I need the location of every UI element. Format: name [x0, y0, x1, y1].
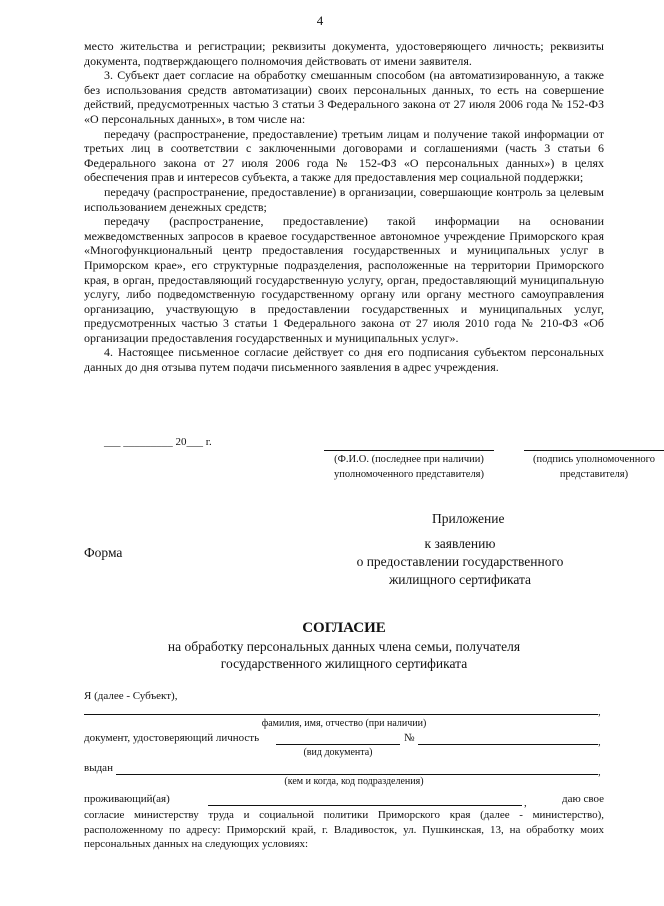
consent-subtitle-2: государственного жилищного сертификата	[220, 656, 468, 671]
name-caption-1: (Ф.И.О. (последнее при наличии)	[334, 454, 484, 465]
paragraph-item-3: 3. Субъект дает согласие на обработку смешанным способом (на автоматизированную, а также без использования средств автоматизации) своих персональных данных, то есть на совершение действий, предусмотренных частью 3 статьи 3 Федерального закона от 27 июля 2006 года № 152-ФЗ «О персональных данных», в том числе на:	[84, 68, 604, 126]
appendix-reference	[340, 535, 580, 589]
name-underline	[324, 450, 494, 451]
document-number-sign: №	[404, 732, 415, 744]
consent-title: СОГЛАСИЕ	[302, 620, 386, 636]
paragraph-residence: место жительства и регистрации; реквизиты документа, удостоверяющего личность; реквизиты документа, подтверждающего полномочия действовать от имени заявителя.	[84, 39, 604, 68]
issued-label: выдан	[84, 762, 113, 774]
form-label: Форма	[84, 545, 123, 560]
subject-name-caption: фамилия, имя, отчество (при наличии)	[261, 718, 427, 729]
consent-final-text	[84, 808, 604, 852]
signature-row	[84, 436, 655, 480]
paragraph-item-4: 4. Настоящее письменное согласие действует со дня его подписания субъектом персональных данных до дня отзыва путем подачи письменного заявления в адрес учреждения.	[84, 345, 604, 375]
appendix-line-1: к заявлению	[424, 536, 496, 551]
consent-body-text	[84, 39, 604, 375]
signature-underline	[524, 450, 664, 451]
paragraph-transfer-control: передачу (распространение, предоставление) в организации, совершающие контроль за целевым использованием денежных средств;	[84, 184, 604, 214]
consent-start-text: даю свое	[562, 793, 604, 805]
consent-subtitle-1: на обработку персональных данных члена семьи, получателя	[167, 639, 521, 654]
representative-name-field[interactable]	[324, 436, 494, 481]
appendix-title: Приложение	[432, 511, 505, 526]
signature-caption-1: (подпись уполномоченного	[533, 454, 655, 465]
representative-signature-field[interactable]	[524, 436, 664, 481]
residing-label: проживающий(ая)	[84, 793, 170, 805]
residence-comma: ,	[524, 797, 527, 809]
paragraph-transfer-mfc: передачу (распространение, предоставление) такой информации на основании межведомственных запросов в краевое государственное автономное учреждение Приморского края «Многофункциональный центр предоставления государственных и муниципальных услуг в Приморском крае», его структурные подразделения, расположенные на территории Приморского края, в орган, предоставляющий государственную услугу, орган, предоставляющий муниципальную услугу, либо подведомственную государственному органу или органу местного самоуправления организацию, участвующую в предоставлении государственных и муниципальных услуг, предусмотренных частью 3 статьи 1 Федерального закона от 27 июля 2010 года № 210-ФЗ «Об организации предоставления государственных и муниципальных услуг».	[84, 214, 604, 345]
issued-comma: ,	[598, 766, 601, 778]
consent-heading	[84, 619, 604, 672]
paragraph-transfer-third-parties: передачу (распространение, предоставление) третьим лицам и получение такой информации от третьих лиц в соответствии с заключенными договорами и соглашениями (часть 3 статьи 6 Федерального закона от 27 июля 2006 года № 152-ФЗ «О персональных данных») в целях обеспечения прав и интересов субъекта, а также для предоставления мер социальной поддержки;	[84, 126, 604, 185]
document-type-input[interactable]	[276, 744, 400, 745]
document-number-input[interactable]	[418, 744, 598, 745]
document-type-caption: (вид документа)	[303, 747, 373, 758]
issued-by-input[interactable]	[116, 774, 598, 775]
document-label: документ, удостоверяющий личность	[84, 732, 260, 744]
subject-label: Я (далее - Субъект),	[84, 690, 178, 702]
issued-by-caption: (кем и когда, код подразделения)	[284, 776, 424, 787]
subject-comma: ,	[598, 706, 601, 718]
date-field[interactable]: ___ _________ 20___ г.	[104, 436, 212, 448]
final-paragraph: согласие министерству труда и социальной политики Приморского края (далее - министерство), расположенному по адресу: Приморский край, г. Владивосток, ул. Пушкинская, 13, на обработку моих персональных данных на следующих условиях:	[84, 809, 604, 850]
page-number: 4	[316, 13, 324, 28]
residence-address-input[interactable]	[208, 805, 522, 806]
name-caption-2: уполномоченного представителя)	[333, 469, 485, 480]
subject-name-input[interactable]	[84, 714, 598, 715]
appendix-line-2: о предоставлении государственного	[356, 554, 564, 569]
document-comma: ,	[598, 736, 601, 748]
signature-caption-2: представителя)	[559, 469, 629, 480]
appendix-line-3: жилищного сертификата	[388, 572, 532, 587]
